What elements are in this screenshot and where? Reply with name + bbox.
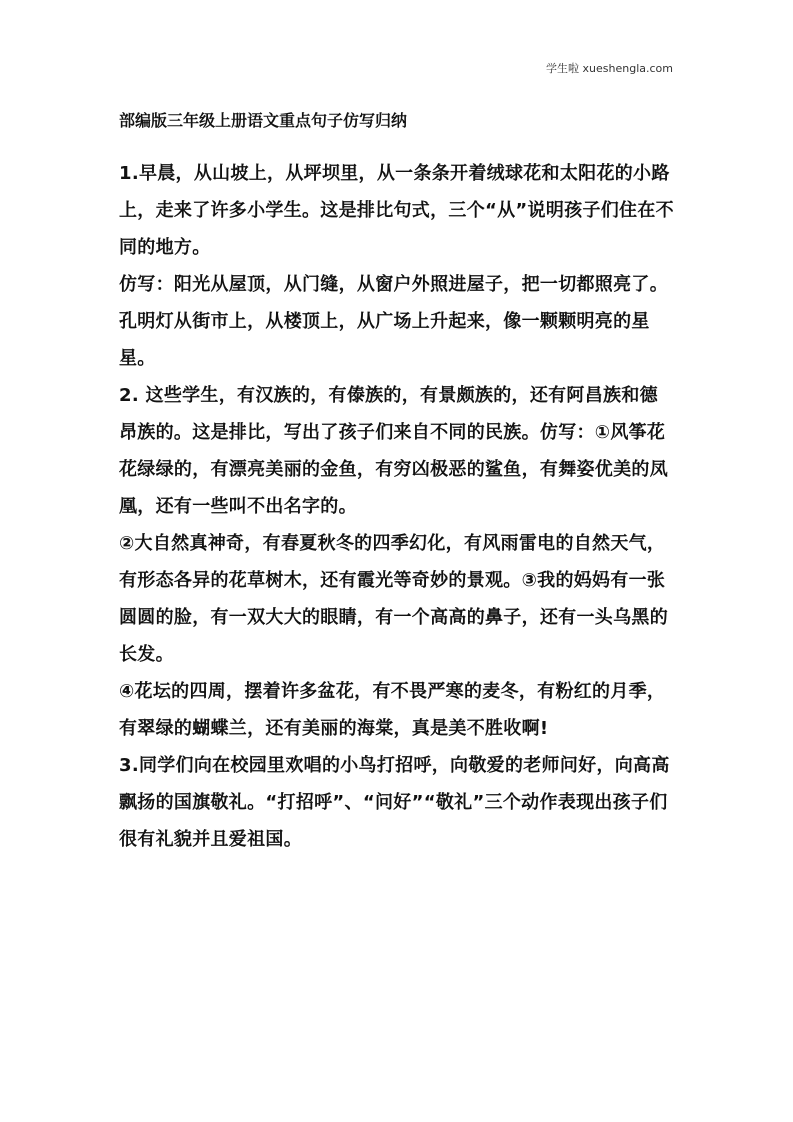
paragraph-4: ②大自然真神奇，有春夏秋冬的四季幻化，有风雨雷电的自然天气，有形态各异的花草树木，还有霞光等奇妙的景观。③我的妈妈有一张圆圆的脸，有一双大大的眼睛，有一个高高的鼻子，还有一头乌黑的长发。: [119, 533, 668, 665]
paragraph-2: 仿写：阳光从屋顶，从门缝，从窗户外照进屋子，把一切都照亮了。孔明灯从街市上，从楼顶上，从广场上升起来，像一颗颗明亮的星星。: [119, 274, 668, 369]
paragraph-6: 3.同学们向在校园里欢唱的小鸟打招呼，向敬爱的老师问好，向高高飘扬的国旗敬礼。“打招呼”、“问好”“敬礼”三个动作表现出孩子们很有礼貌并且爱祖国。: [119, 755, 670, 850]
paragraph-1: 1.早晨，从山坡上，从坪坝里，从一条条开着绒球花和太阳花的小路上，走来了许多小学生。这是排比句式，三个“从”说明孩子们住在不同的地方。: [119, 163, 674, 258]
document-body: [119, 155, 675, 858]
document-title: 部编版三年级上册语文重点句子仿写归纳: [119, 111, 408, 130]
paragraph-5: ④花坛的四周，摆着许多盆花，有不畏严寒的麦冬，有粉红的月季，有翠绿的蝴蝶兰，还有美丽的海棠，真是美不胜收啊!: [119, 681, 666, 739]
paragraph-3: 2. 这些学生，有汉族的，有傣族的，有景颇族的，还有阿昌族和德昂族的。这是排比，写出了孩子们来自不同的民族。仿写：①风筝花花绿绿的，有漂亮美丽的金鱼，有穷凶极恶的鲨鱼，有舞姿优美的凤凰，还有一些叫不出名字的。: [119, 385, 668, 517]
source-watermark: 学生啦 xueshengla.com: [546, 62, 673, 75]
